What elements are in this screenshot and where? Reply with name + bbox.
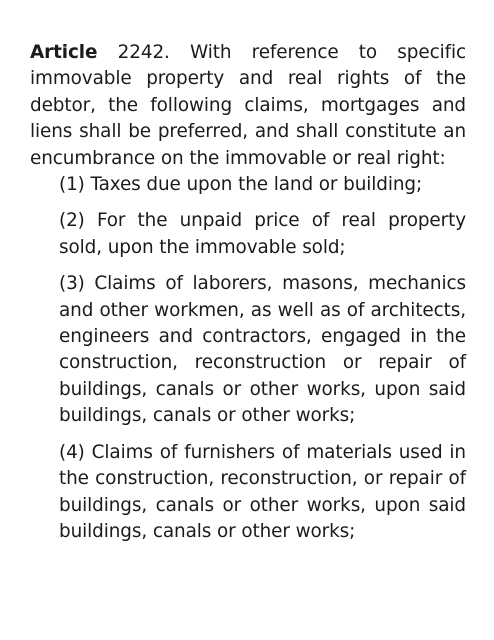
document-page (30, 40, 466, 545)
list-item-3: (3) Claims of laborers, masons, mechanics and other workmen, as well as of architects, engineers and contractors, engaged in the construction, reconstruction or repair of buildings, canals or other works, upon said buildings, canals or other works; (59, 273, 466, 427)
list-item-2: (2) For the unpaid price of real property sold, upon the immovable sold; (59, 210, 466, 258)
article-intro-paragraph (30, 40, 466, 172)
article-label: Article (30, 42, 98, 63)
article-text: 2242. With reference to specific immovable property and real rights of the debtor, the following claims, mortgages and liens shall be preferred, and shall constitute an encumbrance on the immovable or real right: (30, 42, 466, 169)
list-item-4: (4) Claims of furnishers of materials used in the construction, reconstruction, or repair of buildings, canals or other works, upon said buildings, canals or other works; (59, 441, 466, 542)
list-item-1: (1) Taxes due upon the land or building; (59, 174, 423, 196)
